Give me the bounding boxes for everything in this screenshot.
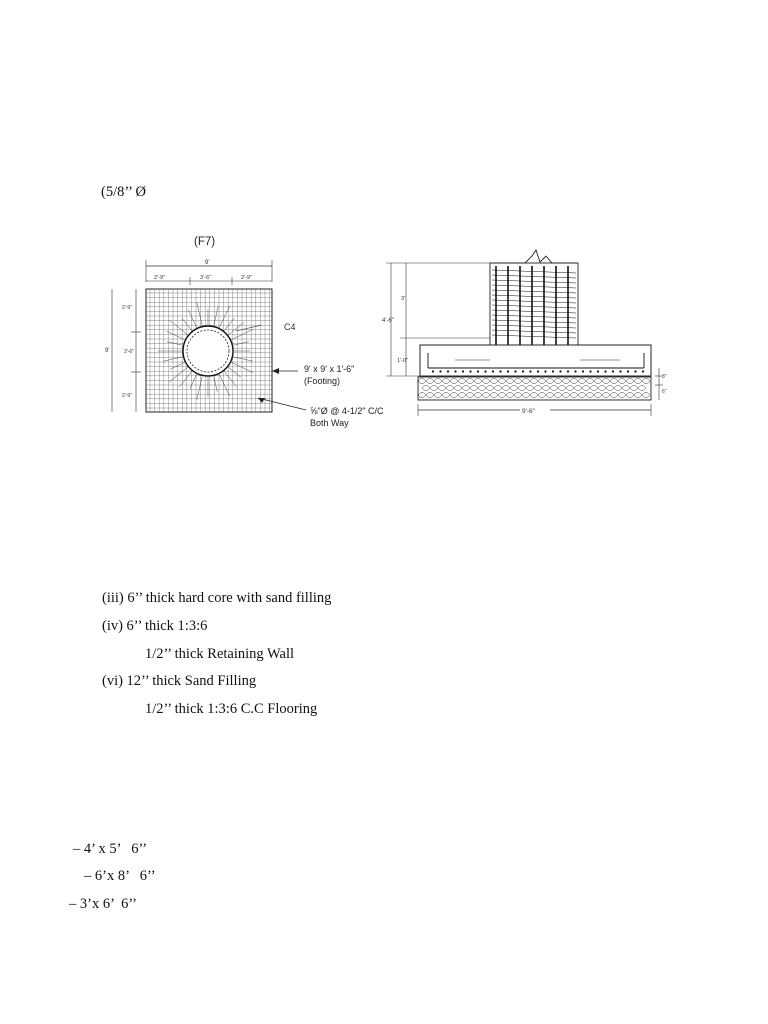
plan-side-dim-3: 2'-9" [122,393,132,399]
spec-line-4: (vi) 12’’ thick Sand Filling [102,673,257,689]
plan-top-dim-3: 2'-9" [241,275,252,281]
section-height-upper: 3' [401,296,406,302]
bottom-bar-dots [432,370,644,372]
spec-line-3: 1/2’’ thick Retaining Wall [145,646,295,662]
bar-spec-label-2: Both Way [310,418,349,428]
plan-overall-width: 9' [205,260,210,266]
plan-side-overall: 9' [105,348,110,354]
spec-line-5: 1/2’’ thick 1:3:6 C.C Flooring [145,701,318,717]
rebar-note: (5/8’’ Ø [101,184,146,200]
column-break-line [490,250,578,263]
plan-side-dim-2: 3'-6" [124,349,134,355]
size-line-1: – 4’ x 5’ 6’’ [73,841,148,857]
footing-caption: (Footing) [304,376,341,386]
spec-line-1: (iii) 6’’ thick hard core with sand filling [102,590,332,606]
column-section [183,326,233,376]
footing-tag: (F7) [194,236,216,248]
bar-spec-label: ⅝"Ø @ 4-1/2" C/C [310,406,384,416]
footing-section-drawing [380,246,670,424]
footing-plan-drawing [100,228,390,438]
section-base-width: 9'-6" [522,408,535,415]
column-label: C4 [284,322,296,332]
plan-top-dim-2: 3'-6" [200,275,211,281]
size-line-3: – 3’x 6’ 6’’ [69,896,137,912]
plan-side-dim-1: 2'-9" [122,305,132,311]
pcc-dim-1: 3" [662,374,667,380]
section-height-footing: 1'-0" [397,358,408,364]
size-line-2: – 6’x 8’ 6’’ [84,868,156,884]
spec-line-2: (iv) 6’’ thick 1:3:6 [102,618,208,634]
plan-top-dim-1: 2'-9" [154,275,165,281]
section-height-total: 4'-6" [382,318,394,324]
footing-size-label: 9' x 9' x 1'-6" [304,364,355,374]
pcc-dim-2: 6" [662,389,667,395]
